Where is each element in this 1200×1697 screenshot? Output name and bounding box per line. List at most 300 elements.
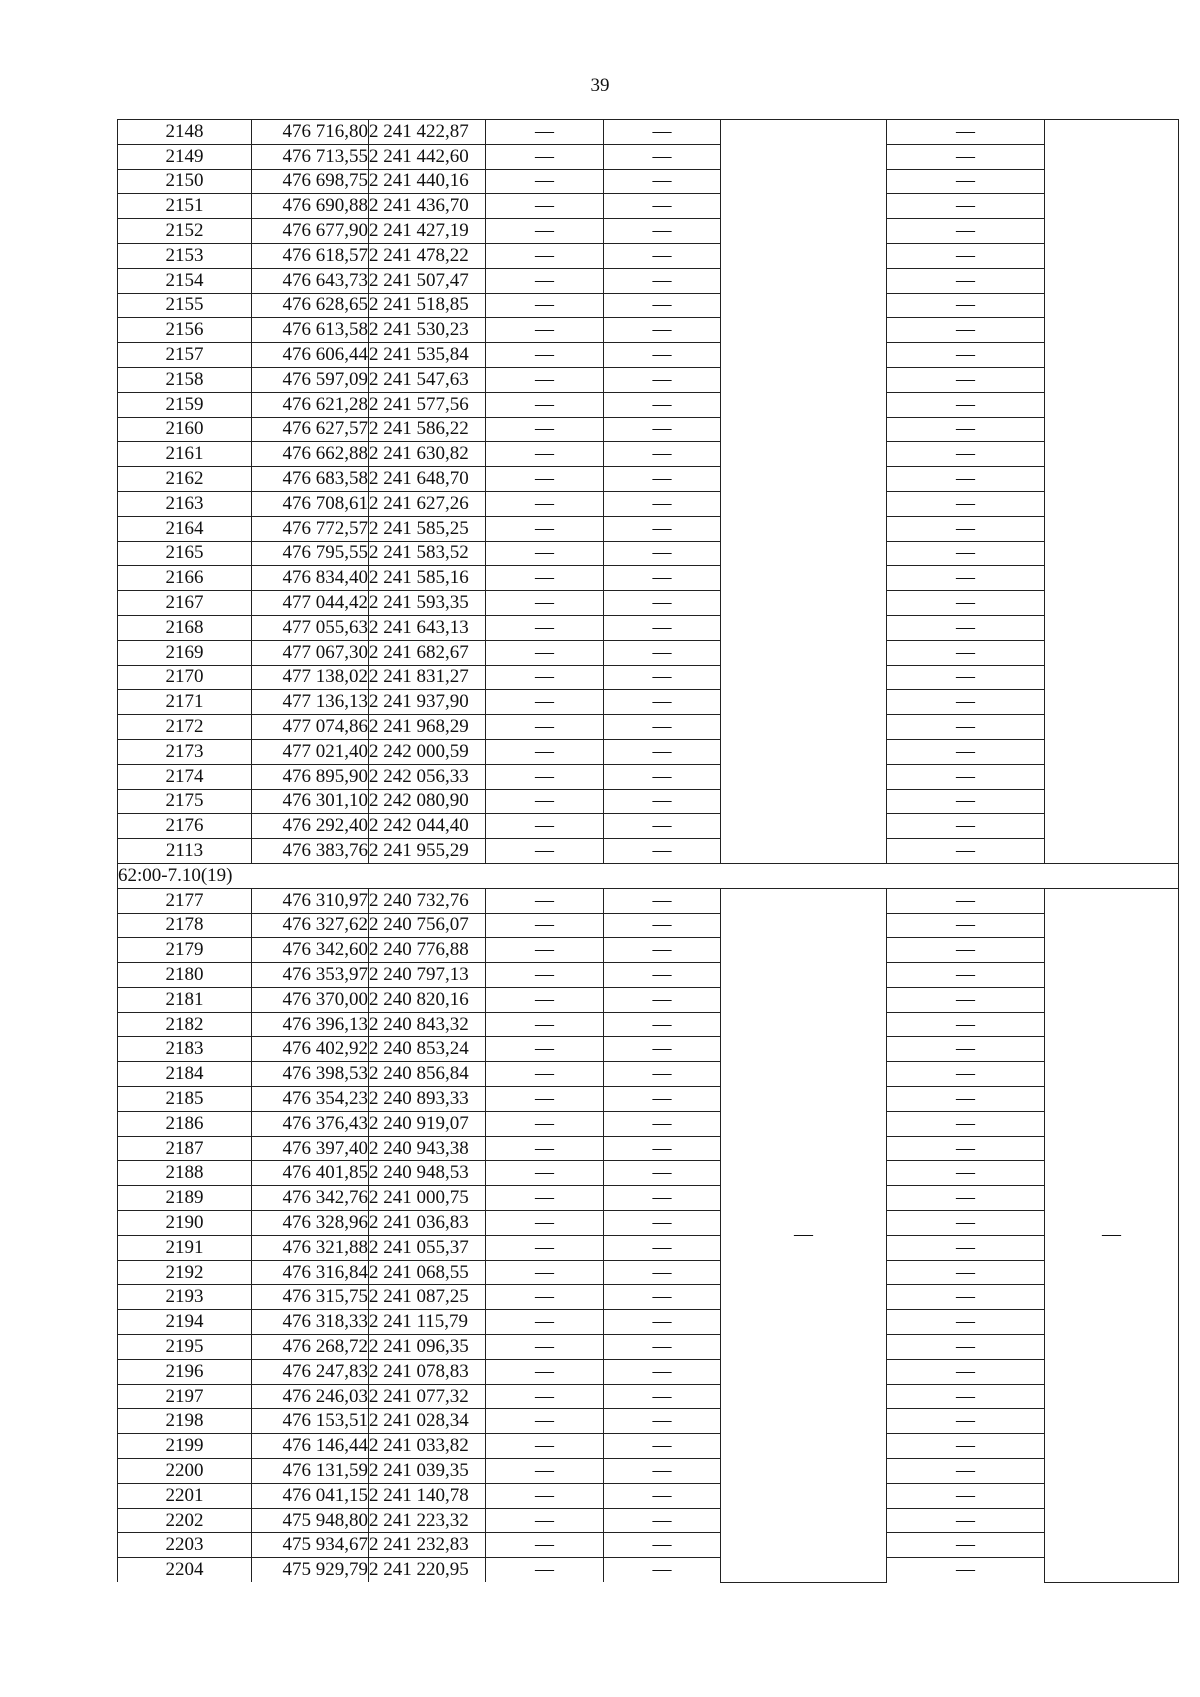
coord-y: 2 241 547,63 (369, 367, 486, 392)
table-row (118, 541, 1179, 566)
point-number: 2196 (118, 1359, 252, 1384)
dash-cell: — (887, 442, 1045, 467)
table-row (118, 938, 1179, 963)
dash-cell: — (604, 566, 721, 591)
dash-cell: — (486, 442, 604, 467)
point-number: 2178 (118, 913, 252, 938)
dash-cell: — (887, 764, 1045, 789)
dash-cell: — (604, 442, 721, 467)
dash-cell: — (604, 1186, 721, 1211)
coord-x: 476 328,96 (252, 1211, 369, 1236)
dash-cell: — (604, 1533, 721, 1558)
coord-y: 2 242 000,59 (369, 739, 486, 764)
point-number: 2197 (118, 1384, 252, 1409)
dash-cell: — (887, 194, 1045, 219)
dash-cell: — (604, 615, 721, 640)
table-row (118, 442, 1179, 467)
dash-cell: — (604, 665, 721, 690)
coord-y: 2 241 831,27 (369, 665, 486, 690)
coord-x: 476 268,72 (252, 1335, 369, 1360)
coord-x: 476 708,61 (252, 491, 369, 516)
table-row (118, 1409, 1179, 1434)
dash-cell: — (604, 1434, 721, 1459)
coord-x: 476 627,57 (252, 417, 369, 442)
coord-y: 2 241 078,83 (369, 1359, 486, 1384)
coord-y: 2 241 630,82 (369, 442, 486, 467)
dash-cell: — (887, 839, 1045, 864)
dash-cell: — (887, 739, 1045, 764)
dash-cell: — (887, 615, 1045, 640)
point-number: 2156 (118, 318, 252, 343)
dash-cell: — (486, 839, 604, 864)
coord-y: 2 240 893,33 (369, 1087, 486, 1112)
dash-cell: — (887, 516, 1045, 541)
dash-cell: — (486, 194, 604, 219)
point-number: 2176 (118, 814, 252, 839)
point-number: 2193 (118, 1285, 252, 1310)
merged-cell: — (721, 888, 887, 1582)
point-number: 2180 (118, 963, 252, 988)
table-row (118, 1037, 1179, 1062)
point-number: 2163 (118, 491, 252, 516)
dash-cell: — (604, 1062, 721, 1087)
dash-cell: — (887, 1136, 1045, 1161)
table-row (118, 467, 1179, 492)
table-row (118, 1260, 1179, 1285)
point-number: 2177 (118, 888, 252, 913)
point-number: 2198 (118, 1409, 252, 1434)
dash-cell: — (887, 1062, 1045, 1087)
coord-y: 2 241 223,32 (369, 1508, 486, 1533)
dash-cell: — (604, 194, 721, 219)
dash-cell: — (486, 938, 604, 963)
coord-x: 477 021,40 (252, 739, 369, 764)
point-number: 2170 (118, 665, 252, 690)
coord-x: 476 292,40 (252, 814, 369, 839)
coord-y: 2 241 585,25 (369, 516, 486, 541)
coord-y: 2 241 442,60 (369, 144, 486, 169)
coord-y: 2 241 087,25 (369, 1285, 486, 1310)
dash-cell: — (604, 293, 721, 318)
coord-y: 2 241 968,29 (369, 715, 486, 740)
dash-cell: — (604, 814, 721, 839)
dash-cell: — (486, 144, 604, 169)
dash-cell: — (486, 739, 604, 764)
coord-y: 2 240 919,07 (369, 1111, 486, 1136)
point-number: 2149 (118, 144, 252, 169)
dash-cell: — (887, 243, 1045, 268)
dash-cell: — (486, 1285, 604, 1310)
point-number: 2175 (118, 789, 252, 814)
point-number: 2179 (118, 938, 252, 963)
point-number: 2194 (118, 1310, 252, 1335)
coord-y: 2 241 585,16 (369, 566, 486, 591)
coord-x: 476 677,90 (252, 219, 369, 244)
coord-x: 476 131,59 (252, 1459, 369, 1484)
coord-x: 476 606,44 (252, 343, 369, 368)
merged-cell (721, 120, 887, 864)
dash-cell: — (604, 839, 721, 864)
coord-y: 2 241 036,83 (369, 1211, 486, 1236)
coord-y: 2 242 080,90 (369, 789, 486, 814)
merged-cell (1045, 120, 1179, 864)
coord-x: 476 643,73 (252, 268, 369, 293)
coord-y: 2 240 856,84 (369, 1062, 486, 1087)
coord-y: 2 241 220,95 (369, 1558, 486, 1582)
point-number: 2155 (118, 293, 252, 318)
coord-x: 476 342,60 (252, 938, 369, 963)
coord-y: 2 240 853,24 (369, 1037, 486, 1062)
dash-cell: — (887, 1508, 1045, 1533)
coord-y: 2 241 096,35 (369, 1335, 486, 1360)
point-number: 2200 (118, 1459, 252, 1484)
coord-x: 476 247,83 (252, 1359, 369, 1384)
table-row (118, 1508, 1179, 1533)
coordinates-table (117, 119, 1179, 1583)
coord-y: 2 241 422,87 (369, 120, 486, 145)
dash-cell: — (604, 491, 721, 516)
dash-cell: — (887, 392, 1045, 417)
point-number: 2202 (118, 1508, 252, 1533)
coord-y: 2 241 039,35 (369, 1459, 486, 1484)
dash-cell: — (887, 913, 1045, 938)
dash-cell: — (887, 169, 1045, 194)
dash-cell: — (486, 318, 604, 343)
dash-cell: — (887, 1384, 1045, 1409)
dash-cell: — (604, 1508, 721, 1533)
point-number: 2181 (118, 987, 252, 1012)
coord-x: 476 315,75 (252, 1285, 369, 1310)
dash-cell: — (486, 690, 604, 715)
dash-cell: — (486, 1558, 604, 1582)
dash-cell: — (486, 417, 604, 442)
coord-x: 476 327,62 (252, 913, 369, 938)
point-number: 2160 (118, 417, 252, 442)
dash-cell: — (604, 1310, 721, 1335)
dash-cell: — (604, 1558, 721, 1582)
dash-cell: — (604, 739, 721, 764)
coord-x: 476 690,88 (252, 194, 369, 219)
dash-cell: — (604, 888, 721, 913)
point-number: 2189 (118, 1186, 252, 1211)
dash-cell: — (486, 367, 604, 392)
coord-x: 475 948,80 (252, 1508, 369, 1533)
table-row (118, 690, 1179, 715)
coord-x: 476 713,55 (252, 144, 369, 169)
dash-cell: — (887, 1483, 1045, 1508)
coord-y: 2 240 797,13 (369, 963, 486, 988)
coord-x: 476 376,43 (252, 1111, 369, 1136)
coord-y: 2 241 068,55 (369, 1260, 486, 1285)
dash-cell: — (887, 343, 1045, 368)
dash-cell: — (887, 268, 1045, 293)
coord-y: 2 241 583,52 (369, 541, 486, 566)
dash-cell: — (604, 1483, 721, 1508)
dash-cell: — (887, 1310, 1045, 1335)
dash-cell: — (486, 268, 604, 293)
dash-cell: — (604, 1384, 721, 1409)
dash-cell: — (486, 1062, 604, 1087)
dash-cell: — (486, 1384, 604, 1409)
dash-cell: — (887, 640, 1045, 665)
dash-cell: — (604, 1037, 721, 1062)
coord-x: 477 136,13 (252, 690, 369, 715)
section-row (118, 863, 1179, 888)
dash-cell: — (486, 814, 604, 839)
dash-cell: — (604, 987, 721, 1012)
table-row (118, 739, 1179, 764)
coord-x: 476 618,57 (252, 243, 369, 268)
table-row (118, 640, 1179, 665)
table-row (118, 516, 1179, 541)
coord-x: 476 316,84 (252, 1260, 369, 1285)
dash-cell: — (604, 1335, 721, 1360)
dash-cell: — (604, 591, 721, 616)
table-row (118, 144, 1179, 169)
dash-cell: — (604, 1285, 721, 1310)
dash-cell: — (604, 1012, 721, 1037)
dash-cell: — (604, 1235, 721, 1260)
coord-y: 2 241 643,13 (369, 615, 486, 640)
table-row (118, 1012, 1179, 1037)
coord-y: 2 241 955,29 (369, 839, 486, 864)
coord-y: 2 240 948,53 (369, 1161, 486, 1186)
point-number: 2183 (118, 1037, 252, 1062)
dash-cell: — (486, 1459, 604, 1484)
table-row (118, 1161, 1179, 1186)
dash-cell: — (486, 1434, 604, 1459)
coord-x: 476 146,44 (252, 1434, 369, 1459)
coord-y: 2 240 776,88 (369, 938, 486, 963)
coord-y: 2 240 843,32 (369, 1012, 486, 1037)
dash-cell: — (604, 343, 721, 368)
table-row (118, 963, 1179, 988)
dash-cell: — (486, 789, 604, 814)
table-row (118, 417, 1179, 442)
dash-cell: — (604, 1459, 721, 1484)
coord-x: 476 310,97 (252, 888, 369, 913)
dash-cell: — (604, 913, 721, 938)
dash-cell: — (604, 318, 721, 343)
table-row (118, 888, 1179, 913)
point-number: 2199 (118, 1434, 252, 1459)
point-number: 2173 (118, 739, 252, 764)
dash-cell: — (486, 1087, 604, 1112)
dash-cell: — (486, 1136, 604, 1161)
dash-cell: — (486, 1111, 604, 1136)
coord-y: 2 241 530,23 (369, 318, 486, 343)
dash-cell: — (486, 1533, 604, 1558)
dash-cell: — (887, 491, 1045, 516)
dash-cell: — (887, 318, 1045, 343)
point-number: 2152 (118, 219, 252, 244)
coord-x: 477 044,42 (252, 591, 369, 616)
coord-x: 476 342,76 (252, 1186, 369, 1211)
table-row (118, 814, 1179, 839)
dash-cell: — (486, 1260, 604, 1285)
table-row (118, 715, 1179, 740)
dash-cell: — (887, 467, 1045, 492)
point-number: 2204 (118, 1558, 252, 1582)
coord-x: 476 895,90 (252, 764, 369, 789)
coord-y: 2 241 140,78 (369, 1483, 486, 1508)
point-number: 2150 (118, 169, 252, 194)
coord-x: 477 055,63 (252, 615, 369, 640)
coord-x: 477 074,86 (252, 715, 369, 740)
table-row (118, 1483, 1179, 1508)
coord-y: 2 241 577,56 (369, 392, 486, 417)
dash-cell: — (486, 1012, 604, 1037)
dash-cell: — (604, 367, 721, 392)
table-row (118, 293, 1179, 318)
dash-cell: — (486, 1211, 604, 1236)
dash-cell: — (887, 144, 1045, 169)
coord-x: 476 396,13 (252, 1012, 369, 1037)
dash-cell: — (486, 1037, 604, 1062)
dash-cell: — (887, 541, 1045, 566)
dash-cell: — (486, 1310, 604, 1335)
dash-cell: — (887, 1558, 1045, 1582)
dash-cell: — (486, 541, 604, 566)
dash-cell: — (604, 764, 721, 789)
dash-cell: — (604, 144, 721, 169)
table-row (118, 1087, 1179, 1112)
table-row (118, 1310, 1179, 1335)
dash-cell: — (604, 219, 721, 244)
dash-cell: — (604, 789, 721, 814)
dash-cell: — (604, 1161, 721, 1186)
dash-cell: — (486, 293, 604, 318)
table-row (118, 1211, 1179, 1236)
dash-cell: — (887, 591, 1045, 616)
dash-cell: — (486, 1186, 604, 1211)
table-row (118, 392, 1179, 417)
dash-cell: — (486, 888, 604, 913)
dash-cell: — (486, 169, 604, 194)
coord-x: 476 246,03 (252, 1384, 369, 1409)
dash-cell: — (887, 1186, 1045, 1211)
dash-cell: — (604, 1359, 721, 1384)
dash-cell: — (486, 343, 604, 368)
coord-x: 476 613,58 (252, 318, 369, 343)
coord-y: 2 241 627,26 (369, 491, 486, 516)
table-row (118, 789, 1179, 814)
table-row (118, 1235, 1179, 1260)
coord-x: 476 683,58 (252, 467, 369, 492)
point-number: 2151 (118, 194, 252, 219)
coord-x: 476 621,28 (252, 392, 369, 417)
coord-y: 2 240 732,76 (369, 888, 486, 913)
point-number: 2171 (118, 690, 252, 715)
coord-y: 2 241 033,82 (369, 1434, 486, 1459)
table-row (118, 1136, 1179, 1161)
point-number: 2174 (118, 764, 252, 789)
coord-x: 476 834,40 (252, 566, 369, 591)
table-row (118, 318, 1179, 343)
dash-cell: — (604, 243, 721, 268)
dash-cell: — (486, 665, 604, 690)
dash-cell: — (604, 1211, 721, 1236)
table-body (118, 120, 1179, 1583)
point-number: 2188 (118, 1161, 252, 1186)
table-row (118, 1533, 1179, 1558)
point-number: 2172 (118, 715, 252, 740)
dash-cell: — (604, 640, 721, 665)
dash-cell: — (486, 516, 604, 541)
dash-cell: — (486, 764, 604, 789)
dash-cell: — (604, 1409, 721, 1434)
coord-x: 476 698,75 (252, 169, 369, 194)
coord-x: 476 383,76 (252, 839, 369, 864)
point-number: 2185 (118, 1087, 252, 1112)
coord-y: 2 241 535,84 (369, 343, 486, 368)
coord-x: 476 597,09 (252, 367, 369, 392)
table-row (118, 1285, 1179, 1310)
dash-cell: — (604, 541, 721, 566)
point-number: 2158 (118, 367, 252, 392)
table-row (118, 1359, 1179, 1384)
dash-cell: — (486, 1359, 604, 1384)
dash-cell: — (887, 1211, 1045, 1236)
dash-cell: — (887, 665, 1045, 690)
coord-y: 2 242 044,40 (369, 814, 486, 839)
dash-cell: — (486, 219, 604, 244)
dash-cell: — (604, 1260, 721, 1285)
point-number: 2186 (118, 1111, 252, 1136)
table-row (118, 566, 1179, 591)
point-number: 2192 (118, 1260, 252, 1285)
dash-cell: — (887, 789, 1045, 814)
merged-cell: — (1045, 888, 1179, 1582)
coord-y: 2 242 056,33 (369, 764, 486, 789)
coord-x: 476 354,23 (252, 1087, 369, 1112)
table-row (118, 219, 1179, 244)
coord-y: 2 241 077,32 (369, 1384, 486, 1409)
dash-cell: — (604, 715, 721, 740)
point-number: 2201 (118, 1483, 252, 1508)
table-row (118, 1558, 1179, 1582)
dash-cell: — (887, 1459, 1045, 1484)
coord-x: 476 353,97 (252, 963, 369, 988)
dash-cell: — (486, 1508, 604, 1533)
dash-cell: — (486, 392, 604, 417)
coord-y: 2 241 055,37 (369, 1235, 486, 1260)
table-row (118, 343, 1179, 368)
table-row (118, 615, 1179, 640)
dash-cell: — (604, 938, 721, 963)
dash-cell: — (486, 615, 604, 640)
table-row (118, 194, 1179, 219)
coord-y: 2 241 436,70 (369, 194, 486, 219)
dash-cell: — (887, 1285, 1045, 1310)
dash-cell: — (604, 417, 721, 442)
point-number: 2190 (118, 1211, 252, 1236)
coord-x: 476 716,80 (252, 120, 369, 145)
coord-x: 476 772,57 (252, 516, 369, 541)
dash-cell: — (887, 1235, 1045, 1260)
table-row (118, 1459, 1179, 1484)
coord-y: 2 241 115,79 (369, 1310, 486, 1335)
dash-cell: — (887, 715, 1045, 740)
point-number: 2166 (118, 566, 252, 591)
dash-cell: — (887, 963, 1045, 988)
point-number: 2162 (118, 467, 252, 492)
dash-cell: — (486, 591, 604, 616)
dash-cell: — (887, 1335, 1045, 1360)
dash-cell: — (486, 243, 604, 268)
dash-cell: — (486, 913, 604, 938)
coord-x: 476 041,15 (252, 1483, 369, 1508)
